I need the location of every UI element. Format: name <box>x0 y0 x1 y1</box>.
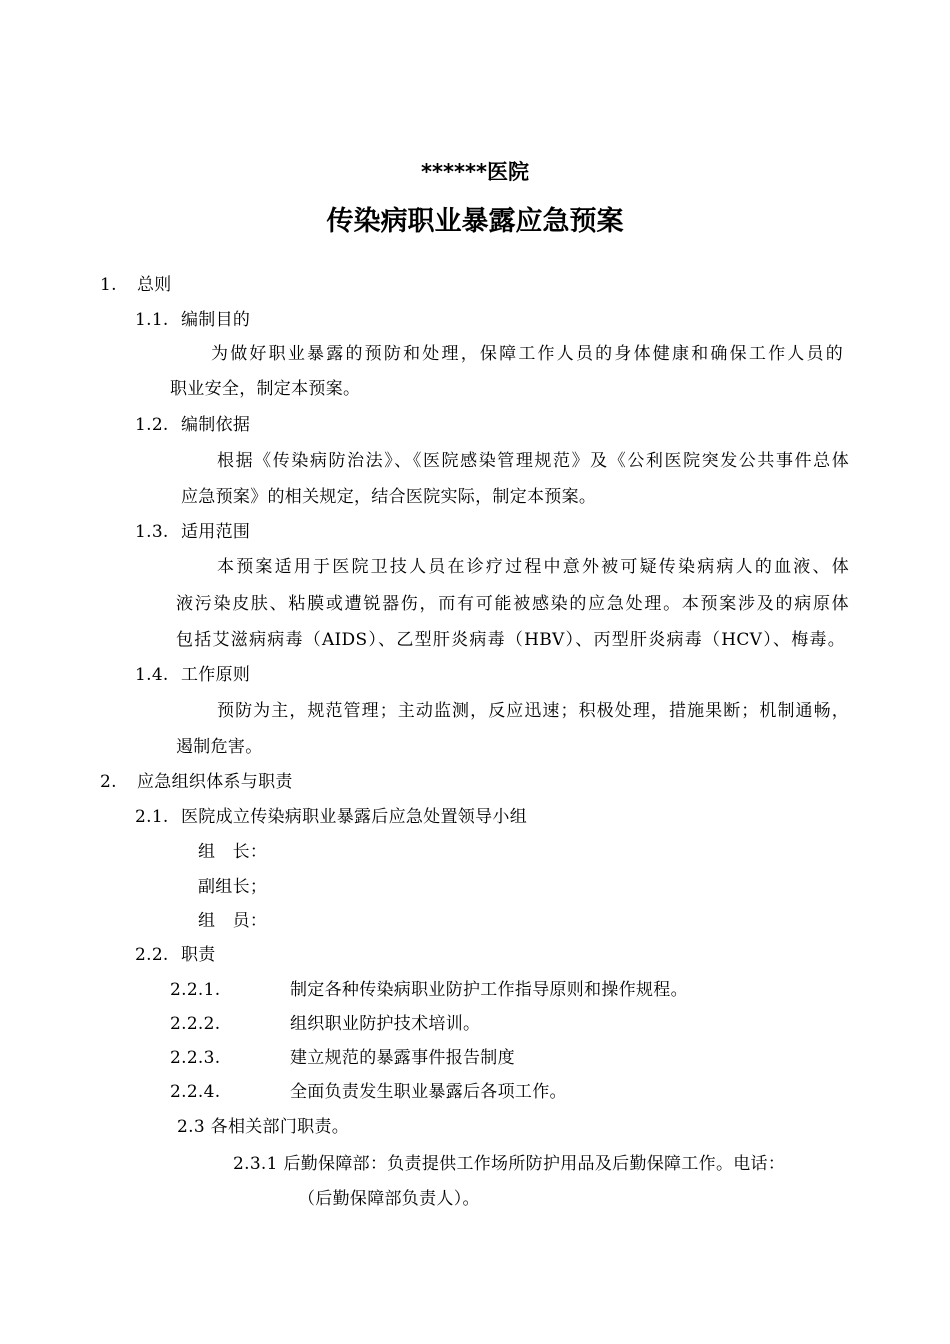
section-title: 职责 <box>181 945 216 965</box>
section-2-3-heading: 2.3 各相关部门职责。 <box>177 1117 350 1137</box>
duty-number: 2.2.1. <box>170 980 221 1000</box>
section-1-2-heading <box>135 414 250 436</box>
paragraph-line: 包括艾滋病病毒（AIDS）、乙型肝炎病毒（HBV）、丙型肝炎病毒（HCV）、梅毒。 <box>176 630 845 650</box>
duty-text: 建立规范的暴露事件报告制度 <box>290 1048 515 1068</box>
paragraph-line: 为做好职业暴露的预防和处理，保障工作人员的身体健康和确保工作人员的 <box>211 344 843 364</box>
duty-item <box>170 1047 515 1069</box>
duty-item <box>170 1081 567 1103</box>
section-number: 2. <box>100 772 117 792</box>
section-title: 编制目的 <box>181 310 251 330</box>
hospital-name: ******医院 <box>421 160 529 184</box>
section-1-heading <box>100 274 172 296</box>
duty-text: 组织职业防护技术培训。 <box>290 1014 481 1034</box>
section-number: 1. <box>100 275 117 295</box>
section-number: 1.1. <box>135 310 169 330</box>
section-2-heading <box>100 771 293 793</box>
section-title: 编制依据 <box>181 415 251 435</box>
section-number: 1.2. <box>135 415 169 435</box>
paragraph-line: 应急预案》的相关规定，结合医院实际，制定本预案。 <box>181 487 597 507</box>
group-member-line: 组 员： <box>198 911 268 931</box>
paragraph-line: 2.3.1 后勤保障部：负责提供工作场所防护用品及后勤保障工作。电话： <box>233 1154 786 1174</box>
paragraph-line: 职业安全，制定本预案。 <box>170 379 361 399</box>
duty-number: 2.2.2. <box>170 1014 221 1034</box>
group-leader-line: 组 长： <box>198 842 268 862</box>
paragraph-line: 本预案适用于医院卫技人员在诊疗过程中意外被可疑传染病病人的血液、体 <box>217 557 849 577</box>
paragraph-line: 根据《传染病防治法》、《医院感染管理规范》及《公利医院突发公共事件总体 <box>217 451 849 471</box>
section-title: 医院成立传染病职业暴露后应急处置领导小组 <box>181 807 527 827</box>
duty-item <box>170 1013 480 1035</box>
duty-number: 2.2.3. <box>170 1048 221 1068</box>
section-1-1-heading <box>135 309 250 331</box>
paragraph-line: 预防为主，规范管理；主动监测，反应迅速；积极处理，措施果断；机制通畅， <box>217 701 849 721</box>
duty-text: 全面负责发生职业暴露后各项工作。 <box>290 1082 567 1102</box>
duty-text: 制定各种传染病职业防护工作指导原则和操作规程。 <box>290 980 688 1000</box>
section-number: 1.3. <box>135 522 169 542</box>
paragraph-line: 液污染皮肤、粘膜或遭锐器伤，而有可能被感染的应急处理。本预案涉及的病原体 <box>176 594 849 614</box>
section-title: 适用范围 <box>181 522 251 542</box>
duty-item <box>170 979 688 1001</box>
section-2-1-heading <box>135 806 527 828</box>
section-title: 工作原则 <box>181 665 251 685</box>
section-title: 应急组织体系与职责 <box>137 772 293 792</box>
section-number: 2.2. <box>135 945 169 965</box>
section-1-4-heading <box>135 664 250 686</box>
section-number: 1.4. <box>135 665 169 685</box>
duty-number: 2.2.4. <box>170 1082 221 1102</box>
section-2-2-heading <box>135 944 216 966</box>
paragraph-line: （后勤保障部负责人）。 <box>298 1189 480 1209</box>
section-title: 总则 <box>137 275 172 295</box>
section-1-3-heading <box>135 521 250 543</box>
document-title: 传染病职业暴露应急预案 <box>326 206 624 237</box>
section-number: 2.1. <box>135 807 169 827</box>
paragraph-line: 遏制危害。 <box>176 737 263 757</box>
group-vice-leader-line: 副组长； <box>198 877 268 897</box>
